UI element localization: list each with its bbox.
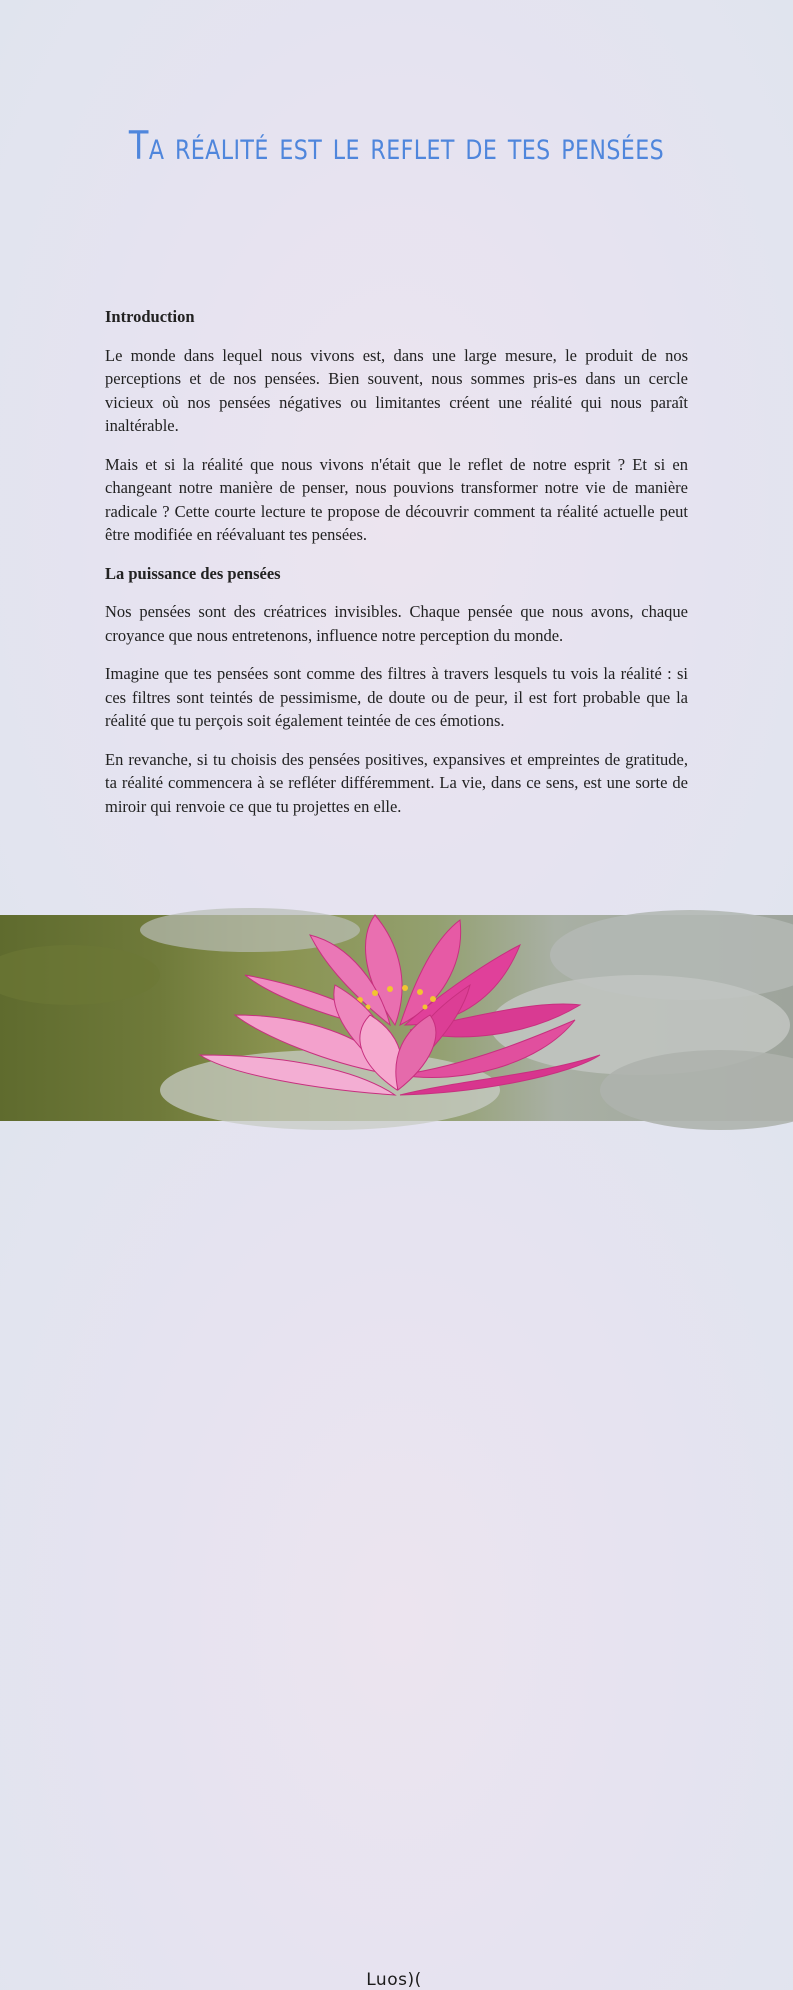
- paragraph: Mais et si la réalité que nous vivons n'était que le reflet de notre esprit ? Et si en changeant notre manière de penser, nous pouvions transformer notre vie de manière radicale ? Cette courte lecture te propose de découvrir comment ta réalité actuelle peut être modifiée en réévaluant tes pensées.: [105, 454, 688, 544]
- paragraph: Nos pensées sont des créatrices invisibles. Chaque pensée que nous avons, chaque croyance que nous entretenons, influence notre perception du monde.: [105, 602, 688, 645]
- document-page: [0, 0, 793, 915]
- article-body: [105, 305, 688, 833]
- author-signature: Luos)(: [366, 1970, 422, 1990]
- paragraph: En revanche, si tu choisis des pensées positives, expansives et empreintes de gratitude, ta réalité commencera à se refléter différemment. La vie, dans ce sens, est une sorte de miroir qui renvoie ce que tu projettes en elle.: [105, 749, 688, 816]
- lotus-illustration: [0, 915, 793, 1121]
- page-title: Ta réalité est le reflet de tes pensées: [128, 124, 665, 169]
- lotus-flower-photo: [0, 915, 793, 1990]
- section-heading-puissance: La puissance des pensées: [105, 563, 281, 583]
- paragraph: Imagine que tes pensées sont comme des filtres à travers lesquels tu vois la réalité : si ces filtres sont teintés de pessimisme, de doute ou de peur, il est fort probable que la réalité que tu perçois soit également teintée de ces émotions.: [105, 664, 688, 730]
- paragraph: Le monde dans lequel nous vivons est, dans une large mesure, le produit de nos perceptions et de nos pensées. Bien souvent, nous sommes pris-es dans un cercle vicieux où nos pensées négatives ou limitantes créent une réalité qui nous paraît inaltérable.: [105, 345, 688, 435]
- section-heading-introduction: Introduction: [105, 307, 195, 326]
